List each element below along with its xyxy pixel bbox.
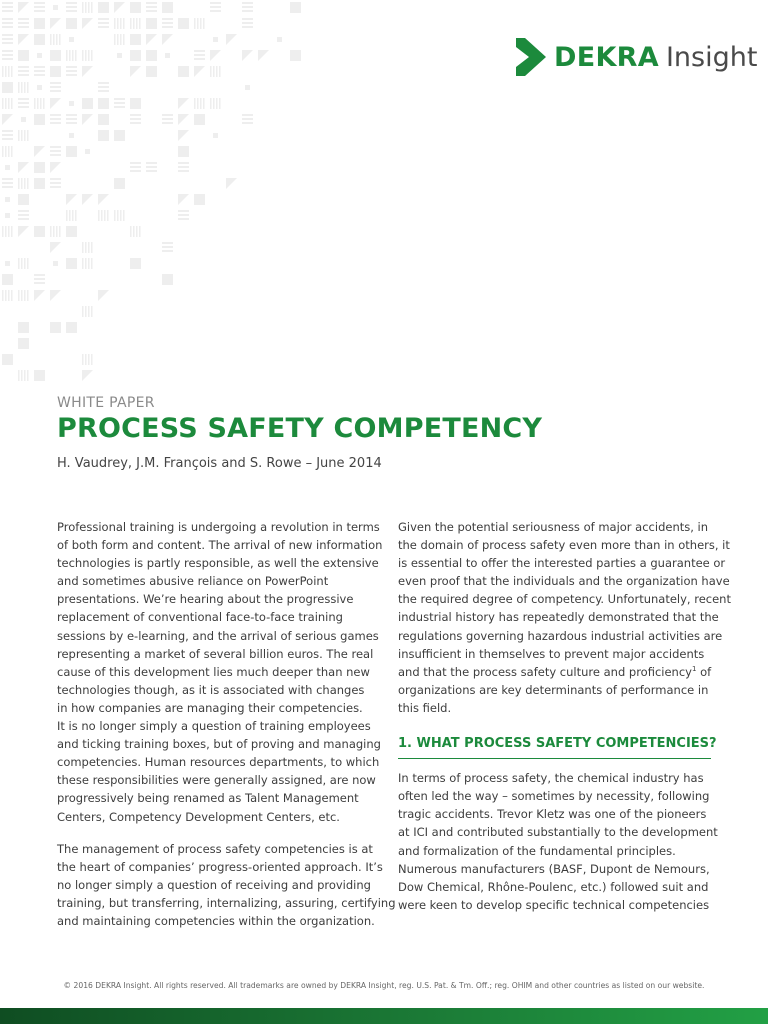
pattern-tile	[226, 34, 237, 45]
pattern-tile	[194, 18, 205, 29]
pattern-tile	[210, 98, 221, 109]
right-text-column	[398, 518, 731, 928]
pattern-tile	[117, 53, 122, 58]
pattern-tile	[98, 82, 109, 92]
pattern-tile	[242, 2, 253, 12]
pattern-tile	[2, 18, 13, 28]
pattern-tile	[18, 18, 29, 28]
pattern-tile	[50, 178, 61, 188]
text-line: often led the way – sometimes by necessity, following	[398, 789, 710, 804]
pattern-tile	[66, 194, 77, 205]
pattern-tile	[178, 114, 189, 125]
pattern-tile	[162, 114, 173, 124]
pattern-tile	[66, 114, 77, 124]
text-line: Dow Chemical, Rhône-Poulenc, etc.) followed suit and	[398, 879, 709, 894]
pattern-tile	[5, 197, 10, 202]
pattern-tile	[178, 162, 189, 172]
pattern-tile	[18, 258, 29, 269]
background-pattern	[0, 0, 310, 390]
pattern-tile	[18, 338, 29, 349]
pattern-tile	[2, 34, 13, 44]
pattern-tile	[18, 130, 29, 141]
pattern-tile	[50, 18, 61, 29]
text-line: and sometimes abusive reliance on PowerPoint	[57, 574, 329, 589]
pattern-tile	[290, 50, 301, 61]
text-line: were keen to develop specific technical competencies	[398, 897, 710, 912]
text-line: industrial history has repeatedly demonstrated that the	[398, 610, 719, 625]
pattern-tile	[178, 210, 189, 220]
text-line: replacement of conventional face-to-face training	[57, 610, 343, 625]
pattern-tile	[50, 98, 61, 109]
pattern-tile	[98, 194, 109, 205]
pattern-tile	[2, 66, 13, 77]
text-line: Professional training is undergoing a revolution in terms	[57, 520, 380, 534]
pattern-tile	[69, 37, 74, 42]
pattern-tile	[130, 18, 141, 29]
pattern-tile	[114, 178, 125, 189]
pattern-tile	[210, 66, 221, 77]
left-text-column	[57, 518, 396, 944]
footer-color-bar	[0, 1008, 768, 1024]
pattern-tile	[178, 146, 189, 157]
pattern-tile	[34, 274, 45, 284]
pattern-tile	[146, 18, 157, 29]
pattern-tile	[146, 2, 157, 12]
pattern-tile	[66, 322, 77, 333]
text-line: insufficient in themselves to prevent major accidents	[398, 646, 705, 661]
pattern-tile	[114, 18, 125, 29]
pattern-tile	[130, 162, 141, 172]
pattern-tile	[146, 162, 157, 172]
pattern-tile	[2, 114, 13, 125]
pattern-tile	[2, 82, 13, 93]
text-line: tragic accidents. Trevor Kletz was one of the pioneers	[398, 807, 707, 822]
pattern-tile	[2, 2, 13, 12]
text-line: these responsibilities were generally assigned, are now	[57, 773, 376, 788]
pattern-tile	[242, 18, 253, 28]
pattern-tile	[66, 18, 77, 29]
pattern-tile	[50, 226, 61, 237]
pattern-tile	[82, 354, 93, 365]
competencies-paragraph	[398, 769, 716, 914]
pattern-tile	[18, 210, 29, 220]
dekra-arrow-icon	[516, 38, 546, 76]
pattern-tile	[130, 66, 141, 77]
pattern-tile	[98, 290, 109, 301]
pattern-tile	[82, 114, 93, 125]
pattern-tile	[146, 66, 157, 77]
seriousness-paragraph-start	[398, 518, 731, 663]
document-type-label: WHITE PAPER	[57, 395, 155, 411]
document-title: PROCESS SAFETY COMPETENCY	[57, 413, 543, 444]
text-line: the required degree of competency. Unfortunately, recent	[398, 592, 731, 607]
text-line: and that the process safety culture and proficiency$^1$ of	[398, 664, 712, 679]
pattern-tile	[50, 146, 61, 156]
pattern-tile	[114, 130, 125, 141]
pattern-tile	[50, 290, 61, 301]
pattern-tile	[194, 194, 205, 205]
pattern-tile	[290, 2, 301, 13]
pattern-tile	[210, 2, 221, 12]
pattern-tile	[34, 2, 45, 12]
pattern-tile	[21, 117, 26, 122]
pattern-tile	[194, 98, 205, 109]
pattern-tile	[18, 178, 29, 189]
text-line: sessions by e-learning, and the arrival of serious games	[57, 628, 379, 643]
pattern-tile	[82, 194, 93, 205]
pattern-tile	[130, 114, 141, 124]
pattern-tile	[34, 114, 45, 125]
pattern-tile	[210, 50, 221, 61]
text-line: Centers, Competency Development Centers, etc.	[57, 809, 340, 824]
pattern-tile	[5, 165, 10, 170]
pattern-tile	[162, 242, 173, 252]
pattern-tile	[178, 98, 189, 109]
pattern-tile	[82, 18, 93, 29]
pattern-tile	[114, 2, 125, 13]
pattern-tile	[2, 98, 13, 109]
pattern-tile	[2, 146, 13, 157]
pattern-tile	[34, 34, 45, 45]
pattern-tile	[66, 226, 77, 237]
pattern-tile	[50, 66, 61, 77]
pattern-tile	[82, 258, 93, 269]
text-line: organizations are key determinants of performance in	[398, 682, 709, 697]
seriousness-paragraph-end	[398, 681, 716, 717]
pattern-tile	[242, 114, 253, 124]
pattern-tile	[2, 178, 13, 188]
pattern-tile	[34, 226, 45, 237]
pattern-tile	[66, 66, 77, 76]
pattern-tile	[66, 210, 77, 221]
pattern-tile	[178, 130, 189, 141]
text-line: training, but transferring, internalizing, assuring, certifying	[57, 895, 396, 910]
pattern-tile	[162, 274, 173, 285]
pattern-tile	[18, 34, 29, 45]
pattern-tile	[69, 133, 74, 138]
pattern-tile	[82, 306, 93, 317]
pattern-tile	[258, 50, 269, 61]
copyright-notice: © 2016 DEKRA Insight. All rights reserved. All trademarks are owned by DEKRA Insight, reg. U.S. Pat. & Tm. Off.; reg. OHIM and other countries as listed on our website.	[63, 981, 705, 990]
pattern-tile	[213, 37, 218, 42]
pattern-tile	[2, 354, 13, 365]
pattern-tile	[194, 114, 205, 125]
pattern-tile	[50, 322, 61, 333]
pattern-tile	[5, 213, 10, 218]
text-line: no longer simply a question of receiving and providing	[57, 877, 371, 892]
pattern-tile	[66, 2, 77, 12]
pattern-tile	[130, 98, 141, 109]
pattern-tile	[82, 98, 93, 109]
text-line: and formalization of the fundamental principles.	[398, 843, 676, 858]
text-line: the heart of companies’ progress-oriented approach. It’s	[57, 859, 383, 874]
pattern-tile	[82, 370, 93, 381]
text-line: and maintaining competencies within the organization.	[57, 913, 375, 928]
text-line: of both form and content. The arrival of new information	[57, 538, 383, 553]
pattern-tile	[18, 370, 29, 381]
pattern-tile	[98, 130, 109, 141]
pattern-tile	[98, 2, 109, 13]
pattern-tile	[277, 37, 282, 42]
pattern-tile	[194, 50, 205, 60]
text-line: competencies. Human resources departments, to which	[57, 755, 380, 770]
pattern-tile	[146, 34, 157, 45]
text-line: progressively being renamed as Talent Management	[57, 791, 359, 806]
pattern-tile	[50, 242, 61, 253]
pattern-tile	[82, 2, 93, 13]
pattern-tile	[213, 133, 218, 138]
pattern-tile	[34, 162, 45, 173]
intro-paragraph	[57, 518, 383, 826]
pattern-tile	[178, 194, 189, 205]
pattern-tile	[53, 261, 58, 266]
pattern-tile	[114, 34, 125, 45]
pattern-tile	[34, 146, 45, 157]
pattern-tile	[82, 66, 93, 77]
pattern-tile	[50, 114, 61, 124]
text-line: cause of this development lies much deeper than new	[57, 664, 370, 679]
text-line: is essential to offer the interested parties a guarantee or	[398, 556, 726, 571]
pattern-tile	[34, 66, 45, 76]
pattern-tile	[130, 2, 141, 13]
pattern-tile	[18, 66, 29, 76]
text-line: It is no longer simply a question of training employees	[57, 719, 371, 734]
pattern-tile	[66, 50, 77, 61]
pattern-tile	[85, 149, 90, 154]
pattern-tile	[114, 210, 125, 221]
pattern-tile	[2, 290, 13, 301]
pattern-tile	[130, 226, 141, 237]
pattern-tile	[162, 2, 173, 13]
section-heading: 1. WHAT PROCESS SAFETY COMPETENCIES?	[398, 735, 711, 759]
pattern-tile	[130, 34, 141, 45]
logo-brand-text: DEKRA	[554, 41, 659, 73]
pattern-tile	[18, 194, 29, 205]
seriousness-paragraph	[398, 518, 731, 717]
pattern-tile	[34, 18, 45, 29]
pattern-tile	[50, 50, 61, 61]
pattern-tile	[18, 322, 29, 333]
pattern-tile	[18, 290, 29, 301]
pattern-tile	[146, 50, 157, 61]
pattern-tile	[114, 98, 125, 108]
pattern-tile	[98, 98, 109, 109]
pattern-tile	[18, 50, 29, 61]
text-line: Given the potential seriousness of major accidents, in	[398, 520, 709, 534]
text-line: technologies is partly responsible, as well the extensive	[57, 556, 379, 571]
pattern-tile	[34, 178, 45, 189]
pattern-tile	[50, 162, 61, 173]
pattern-tile	[18, 98, 29, 108]
text-line: in how companies are managing their competencies.	[57, 700, 363, 715]
pattern-tile	[98, 18, 109, 28]
pattern-tile	[98, 114, 109, 125]
footnote-marker: 1	[691, 664, 697, 673]
pattern-tile	[18, 82, 29, 93]
text-line: technologies though, as it is associated with changes	[57, 682, 365, 697]
pattern-tile	[34, 98, 45, 109]
pattern-tile	[2, 226, 13, 237]
pattern-tile	[50, 82, 61, 92]
pattern-tile	[18, 2, 29, 13]
pattern-tile	[162, 18, 173, 28]
pattern-tile	[178, 66, 189, 77]
pattern-tile	[37, 53, 42, 58]
text-line: regulations governing hazardous industrial activities are	[398, 628, 723, 643]
text-line: even proof that the individuals and the organization have	[398, 574, 730, 589]
pattern-tile	[2, 130, 13, 140]
text-line: Numerous manufacturers (BASF, Dupont de Nemours,	[398, 861, 710, 876]
pattern-tile	[165, 53, 170, 58]
pattern-tile	[37, 85, 42, 90]
pattern-tile	[162, 34, 173, 45]
pattern-tile	[2, 50, 13, 60]
pattern-tile	[226, 178, 237, 189]
pattern-tile	[178, 18, 189, 29]
logo-sub-text: Insight	[665, 41, 758, 73]
pattern-tile	[82, 50, 93, 61]
pattern-tile	[18, 226, 29, 237]
document-byline: H. Vaudrey, J.M. François and S. Rowe – June 2014	[57, 456, 382, 471]
text-line: at ICI and contributed substantially to the development	[398, 825, 718, 840]
pattern-tile	[242, 50, 253, 61]
text-line: the domain of process safety even more than in others, it	[398, 538, 730, 553]
text-line: representing a market of several billion euros. The real	[57, 646, 374, 661]
pattern-tile	[34, 290, 45, 301]
text-line: and ticking training boxes, but of proving and managing	[57, 737, 381, 752]
text-line: presentations. We’re hearing about the progressive	[57, 592, 354, 607]
pattern-tile	[194, 66, 205, 77]
pattern-tile	[18, 162, 29, 173]
pattern-tile	[2, 274, 13, 285]
management-paragraph	[57, 840, 396, 930]
pattern-tile	[53, 5, 58, 10]
pattern-tile	[130, 50, 141, 61]
pattern-tile	[245, 85, 250, 90]
dekra-insight-logo	[516, 38, 757, 76]
text-line: In terms of process safety, the chemical industry has	[398, 771, 704, 786]
pattern-tile	[98, 210, 109, 221]
text-line: this field.	[398, 700, 452, 715]
pattern-tile	[5, 261, 10, 266]
pattern-tile	[50, 34, 61, 45]
pattern-tile	[69, 101, 74, 106]
text-line: The management of process safety competencies is at	[57, 841, 373, 856]
pattern-tile	[130, 258, 141, 269]
pattern-tile	[66, 258, 77, 269]
pattern-tile	[66, 146, 77, 157]
pattern-tile	[82, 242, 93, 253]
pattern-tile	[34, 370, 45, 381]
